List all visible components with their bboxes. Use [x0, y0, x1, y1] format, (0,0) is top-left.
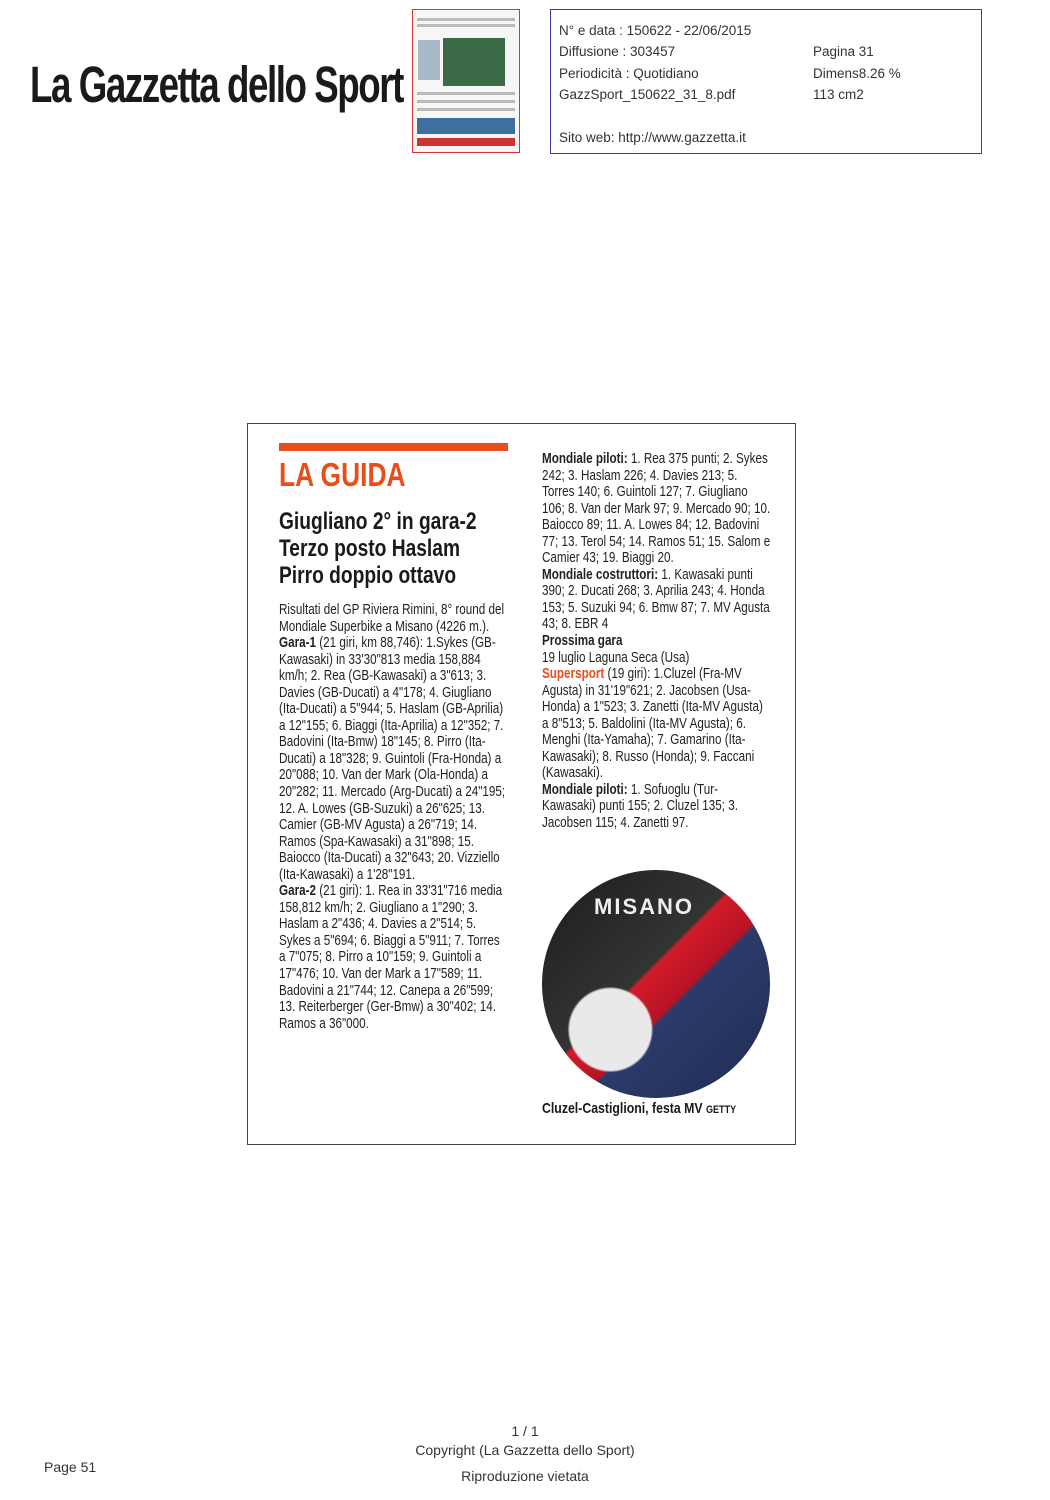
thumbnail-image — [443, 38, 505, 86]
supersport-standings-text: 1. Sofuoglu (Tur-Kawasaki) punti 155; 2. Cluzel 135; 3. Jacobsen 115; 4. Zanetti 97. — [542, 781, 738, 832]
race-2-results — [279, 883, 508, 1032]
photo-caption — [542, 1100, 736, 1117]
periodicity: Periodicità : Quotidiano — [559, 66, 699, 81]
race-1-text: (21 giri, km 88,746): 1.Sykes (GB-Kawasaki) in 33'30"813 media 158,884 km/h; 2. Rea (GB-Kawasaki) a 3"613; 3. Davies (GB-Ducati) a 4"178; 4. Giugliano (Ita-Ducati) a 5"944; 5. Haslam (GB-Aprilia) a 12"155; 6. Biaggi (Ita-Aprilia) a 12"352; 7. Badovini (Ita-Bmw) 18"145; 8. Pirro (Ita-Ducati) a 18"328; 9. Guintoli (Fra-Honda) a 20"088; 10. Van der Mark (Ola-Honda) a 20"282; 11. Mercado (Arg-Ducati) a 24"195; 12. A. Lowes (GB-Suzuki) a 26"625; 13. Camier (GB-MV Agusta) a 26"719; 14. Ramos (Spa-Kawasaki) a 31"898; 15. Baiocco (Ita-Ducati) a 32"643; 20. Vizziello (Ita-Kawasaki) a 1'28"191. — [279, 635, 506, 883]
riders-standings-text: 1. Rea 375 punti; 2. Sykes 242; 3. Haslam 226; 4. Davies 213; 5. Torres 140; 6. Guintoli 127; 7. Giugliano 106; 8. Van der Mark 97; 9. Mercado 90; 10. Baiocco 89; 11. A. Lowes 84; 12. Badovini 77; 13. Terol 54; 14. Ramos 51; 15. Salom e Camier 43; 19. Biaggi 20. — [542, 451, 771, 567]
supersport-results — [542, 666, 771, 782]
section-title: LA GUIDA — [279, 456, 406, 493]
race-2-text: (21 giri): 1. Rea in 33'31"716 media 158,812 km/h; 2. Giugliano a 1"290; 3. Haslam a 2"436; 4. Davies a 2"514; 5. Sykes a 5"694; 6. Biaggi a 5"911; 7. Torres a 7"075; 8. Pirro a 10"159; 9. Guintoli a 17"476; 10. Van der Mark a 17"589; 11. Badovini a 21"744; 12. Canepa a 26"599; 13. Reiterberger (Ger-Bmw) a 30"402; 14. Ramos a 36"000. — [279, 883, 503, 1032]
race-1-label: Gara-1 — [279, 635, 316, 652]
manufacturers-standings — [542, 567, 771, 633]
thumbnail-headline-bar — [417, 24, 515, 27]
riders-standings — [542, 451, 771, 567]
newspaper-logo: La Gazzetta dello Sport — [30, 56, 403, 113]
next-race-date: 19 luglio Laguna Seca (Usa) — [542, 649, 690, 666]
photo-credit: GETTY — [706, 1104, 737, 1116]
thumbnail-image — [418, 40, 440, 80]
thumbnail-headline-bar — [417, 18, 515, 21]
supersport-label: Supersport — [542, 666, 605, 683]
thumbnail-footer-strip — [417, 138, 515, 146]
page-counter: 1 / 1 — [511, 1423, 539, 1439]
race-1-results — [279, 635, 508, 883]
copyright-notice: Copyright (La Gazzetta dello Sport) — [415, 1442, 635, 1458]
race-2-label: Gara-2 — [279, 883, 316, 900]
page-thumbnail[interactable] — [412, 9, 520, 153]
thumbnail-text-bar — [417, 92, 515, 95]
clipping-metadata-box — [550, 9, 982, 154]
circulation: Diffusione : 303457 — [559, 44, 676, 59]
thumbnail-text-bar — [417, 100, 515, 103]
issue-number-date: N° e data : 150622 - 22/06/2015 — [559, 23, 752, 38]
next-race — [542, 633, 771, 650]
page-label: Page 51 — [44, 1459, 97, 1475]
page-number: Pagina 31 — [813, 44, 874, 59]
article-headline — [279, 508, 519, 589]
caption-text: Cluzel-Castiglioni, festa MV — [542, 1100, 703, 1117]
thumbnail-text-bar — [417, 108, 515, 111]
article-intro: Risultati del GP Riviera Rimini, 8° round del Mondiale Superbike a Misano (4226 m.). — [279, 602, 505, 635]
article-column-left — [279, 602, 508, 1032]
podium-photo — [542, 870, 770, 1098]
riders-standings-label: Mondiale piloti: — [542, 451, 628, 467]
rights-notice: Riproduzione vietata — [461, 1468, 589, 1484]
supersport-standings-label: Mondiale piloti: — [542, 781, 628, 798]
website: Sito web: http://www.gazzetta.it — [559, 130, 746, 145]
dimension-percent: Dimens8.26 % — [813, 66, 901, 81]
headline-line: Pirro doppio ottavo — [279, 562, 457, 589]
manufacturers-standings-label: Mondiale costruttori: — [542, 566, 659, 583]
supersport-standings — [542, 782, 771, 832]
headline-line: Terzo posto Haslam — [279, 535, 461, 562]
supersport-text: (19 giri): 1.Cluzel (Fra-MV Agusta) in 31'19"621; 2. Jacobsen (Usa-Honda) a 1"523; 3. Zanetti (Ita-MV Agusta) a 8"513; 5. Baldolini (Ita-MV Agusta); 6. Menghi (Ita-Yamaha); 7. Gamarino (Ita-Kawasaki); 8. Russo (Honda); 9. Faccani (Kawasaki). — [542, 666, 763, 782]
section-accent-bar — [279, 443, 508, 451]
next-race-label: Prossima gara — [542, 633, 623, 650]
article-clipping — [247, 423, 796, 1145]
thumbnail-ad-banner — [417, 118, 515, 134]
pdf-file-name: GazzSport_150622_31_8.pdf — [559, 87, 736, 102]
manufacturers-standings-text: 1. Kawasaki punti 390; 2. Ducati 268; 3. Aprilia 243; 4. Honda 153; 5. Suzuki 94; 6. Bmw 87; 7. MV Agusta 43; 8. EBR 4 — [542, 566, 770, 633]
photo-backdrop-text: MISANO — [594, 894, 694, 919]
area-size: 113 cm2 — [813, 87, 864, 102]
article-column-right — [542, 451, 771, 832]
headline-line: Giugliano 2° in gara-2 — [279, 508, 477, 535]
